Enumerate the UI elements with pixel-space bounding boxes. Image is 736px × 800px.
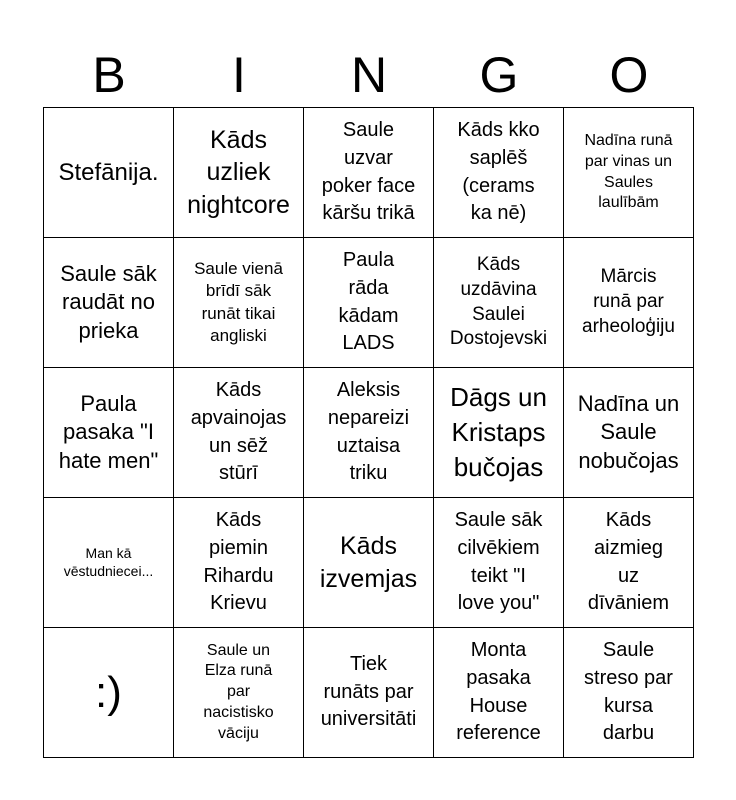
bingo-cell[interactable] [44,108,174,238]
header-letter-i: I [232,47,246,103]
cell-text: Saule sāk cilvēkiem teikt "I love you" [454,509,543,615]
bingo-cell[interactable] [304,108,434,238]
header-letter-b: B [92,47,126,103]
header-letter-o: O [609,47,649,103]
bingo-grid [43,107,694,758]
cell-text: Kāds aizmieg uz dīvāniem [587,509,670,615]
bingo-cell[interactable] [304,368,434,498]
cell-text: Man kā vēstudniecei... [63,545,154,579]
cell-text: Kāds uzdāvina Saulei Dostojevski [449,254,548,350]
cell-text: Aleksis nepareizi uztaisa triku [327,379,410,485]
bingo-cell[interactable] [564,238,694,368]
bingo-cell[interactable] [44,368,174,498]
cell-text: Kāds uzliek nightcore [187,125,290,219]
cell-text: Monta pasaka House reference [456,639,541,745]
bingo-cell[interactable] [564,368,694,498]
bingo-cell[interactable] [304,238,434,368]
bingo-cell[interactable] [304,498,434,628]
bingo-cell[interactable] [174,498,304,628]
cell-text: Paula rāda kādam LADS [338,249,399,355]
bingo-cell[interactable] [434,108,564,238]
cell-text: Kāds apvainojas un sēž stūrī [190,379,287,485]
bingo-cell[interactable] [564,498,694,628]
cell-text: Saule streso par kursa darbu [584,639,673,745]
cell-text: Paula pasaka "I hate men" [58,390,159,473]
cell-text: Nadīna runā par vinas un Saules laulībām [584,131,673,212]
cell-text: Dāgs un Kristaps bučojas [450,381,547,483]
header-letter-g: G [479,47,519,103]
cell-text: Mārcis runā par arheoloģiju [582,266,675,337]
cell-text: Saule un Elza runā par nacistisko vāciju [203,641,274,742]
bingo-cell[interactable] [564,628,694,758]
cell-text: Saule uzvar poker face kāršu trikā [321,119,416,225]
cell-text: :) [95,667,122,717]
cell-text: Stefānija. [58,158,159,186]
bingo-cell[interactable] [434,628,564,758]
bingo-cell[interactable] [564,108,694,238]
header-letter-n: N [350,47,388,103]
cell-text: Saule sāk raudāt no prieka [60,260,157,343]
bingo-cell[interactable] [174,108,304,238]
bingo-cell[interactable] [434,368,564,498]
bingo-cell[interactable] [174,368,304,498]
cell-text: Kāds piemin Rihardu Krievu [203,509,274,615]
cell-text: Nadīna un Saule nobučojas [577,390,680,473]
cell-text: Tiek runāts par universitāti [320,653,417,731]
cell-text: Saule vienā brīdī sāk runāt tikai angliski [194,259,283,345]
bingo-cell[interactable] [44,498,174,628]
bingo-cell[interactable] [434,238,564,368]
bingo-cell[interactable] [44,238,174,368]
bingo-cell[interactable] [174,238,304,368]
bingo-cell[interactable] [304,628,434,758]
cell-text: Kāds izvemjas [319,532,418,593]
bingo-cell[interactable] [174,628,304,758]
cell-text: Kāds kko saplēš (cerams ka nē) [457,119,540,225]
bingo-header [44,44,694,106]
bingo-cell[interactable] [44,628,174,758]
bingo-cell[interactable] [434,498,564,628]
